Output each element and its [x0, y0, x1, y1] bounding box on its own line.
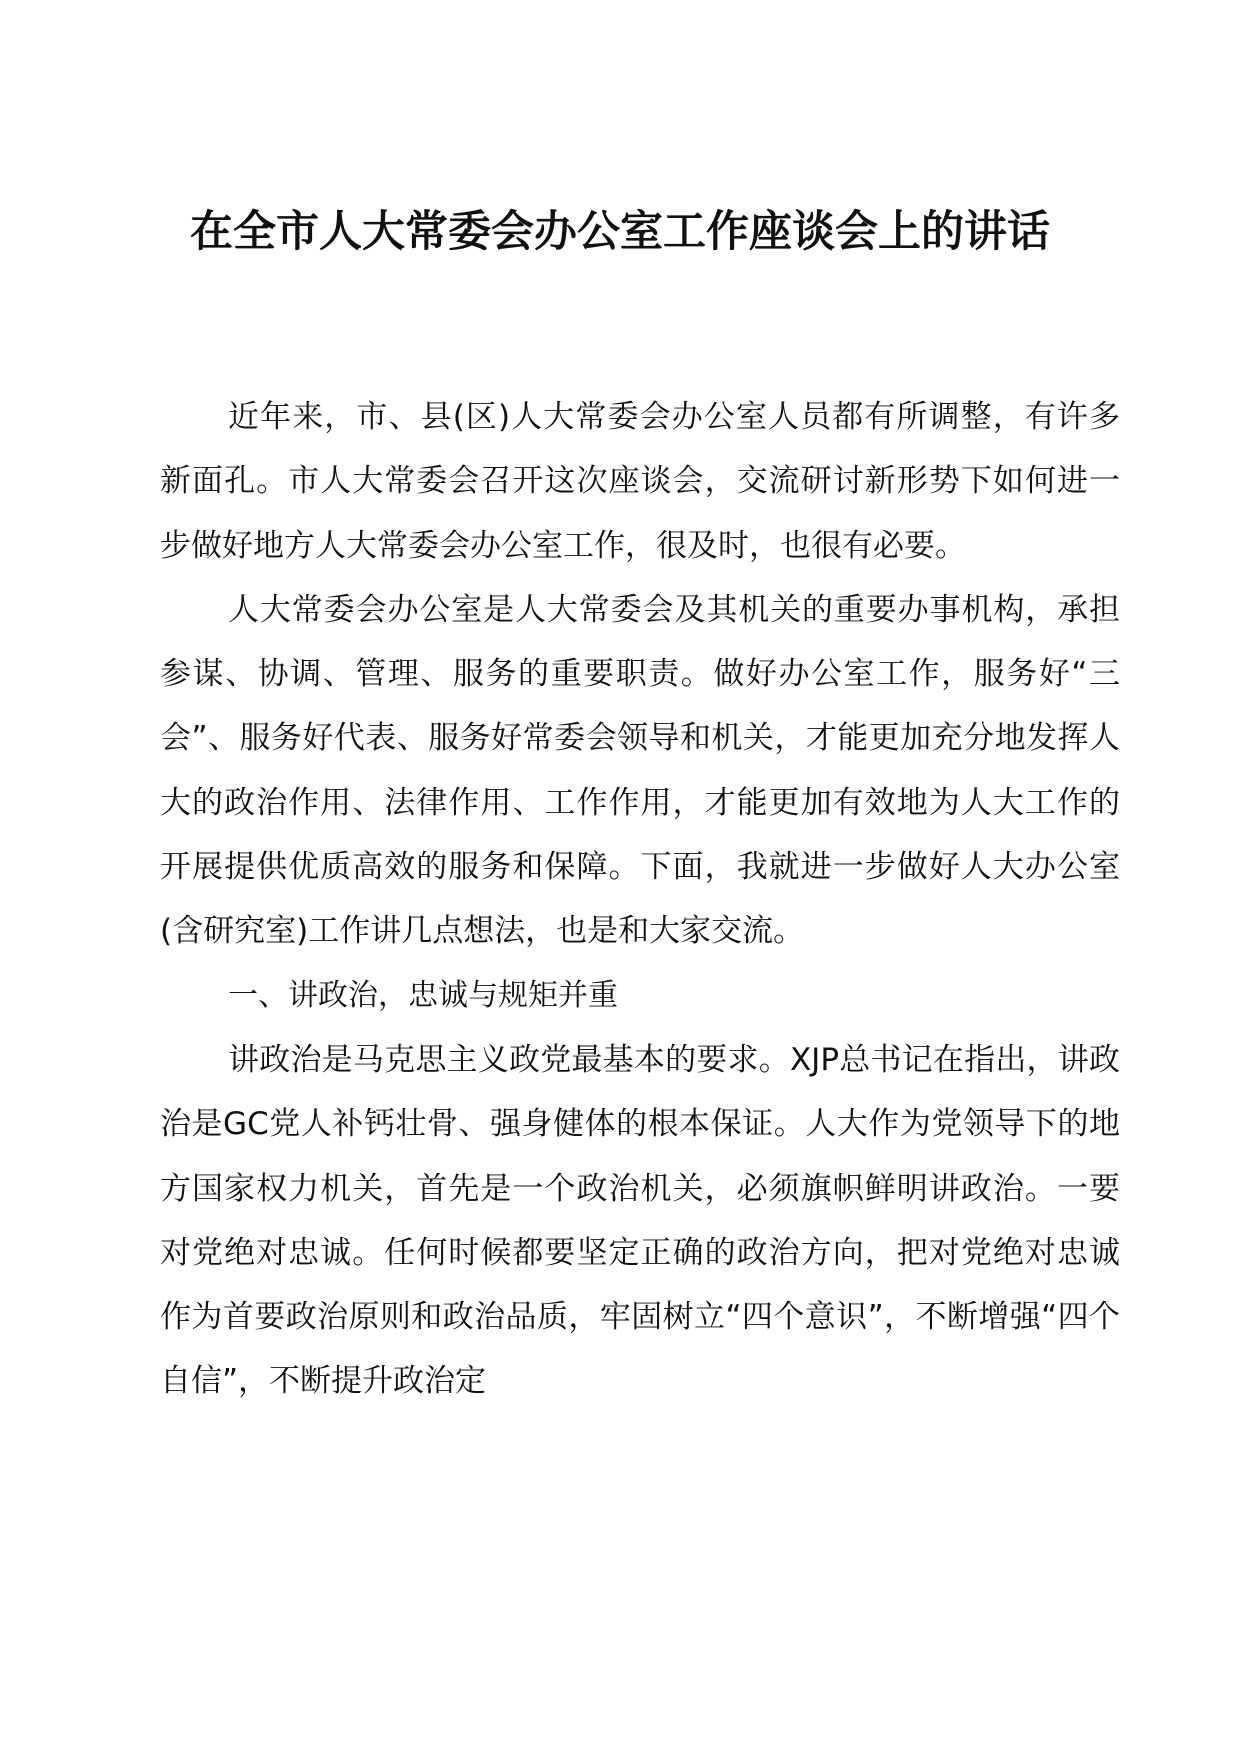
document-body [160, 385, 1120, 1414]
document-title: 在全市人大常委会办公室工作座谈会上的讲话 [190, 207, 1050, 257]
paragraph-office-role: 人大常委会办公室是人大常委会及其机关的重要办事机构，承担参谋、协调、管理、服务的重要职责。做好办公室工作，服务好“三会”、服务好代表、服务好常委会领导和机关，才能更加充分地发挥人大的政治作用、法律作用、工作作用，才能更加有效地为人大工作的开展提供优质高效的服务和保障。下面，我就进一步做好人大办公室(含研究室)工作讲几点想法，也是和大家交流。 [160, 591, 1120, 950]
paragraph-politics: 讲政治是马克思主义政党最基本的要求。XJP总书记在指出，讲政治是GC党人补钙壮骨、强身健体的根本保证。人大作为党领导下的地方国家权力机关，首先是一个政治机关，必须旗帜鲜明讲政治。一要对党绝对忠诚。任何时候都要坚定正确的政治方向，把对党绝对忠诚作为首要政治原则和政治品质，牢固树立“四个意识”，不断增强“四个自信”，不断提升政治定 [160, 1041, 1120, 1400]
paragraph-intro: 近年来，市、县(区)人大常委会办公室人员都有所调整，有许多新面孔。市人大常委会召开这次座谈会，交流研讨新形势下如何进一步做好地方人大常委会办公室工作，很及时，也很有必要。 [160, 399, 1120, 564]
section-heading: 一、讲政治，忠诚与规矩并重 [228, 977, 618, 1013]
